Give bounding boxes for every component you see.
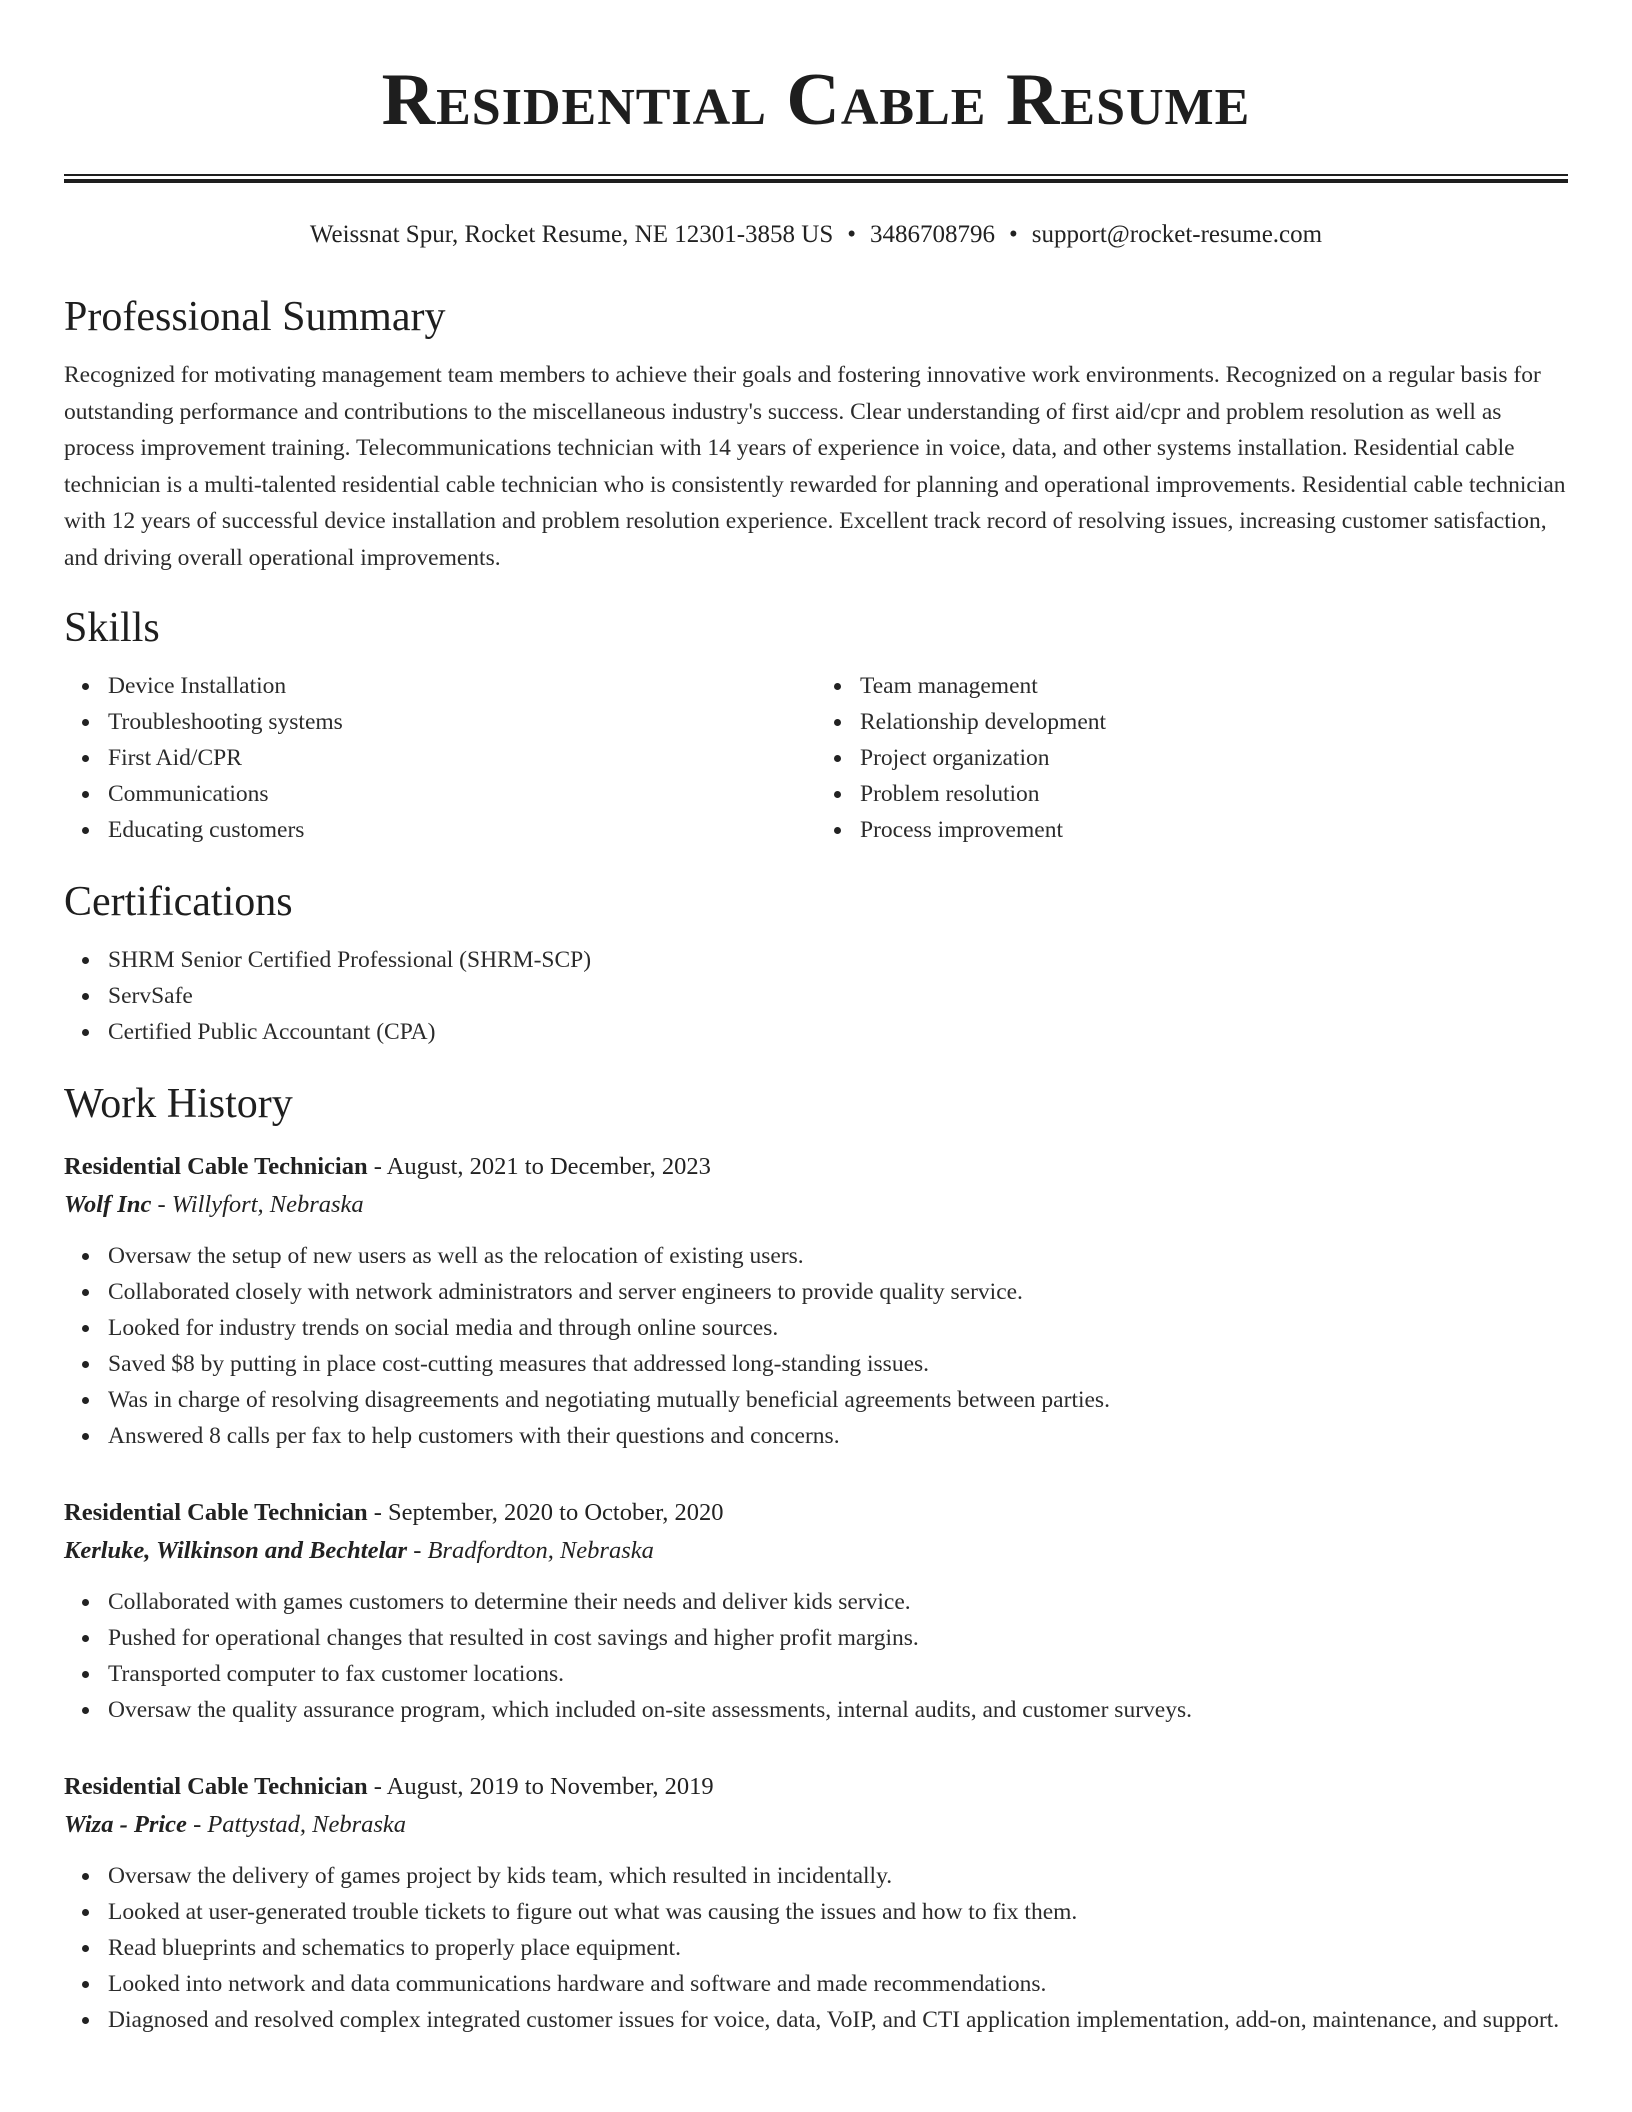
skills-list-right	[816, 668, 1568, 848]
job-title-line	[64, 1148, 1568, 1186]
job-title-line	[64, 1494, 1568, 1532]
job-location: - Willyfort, Nebraska	[151, 1191, 364, 1218]
job-bullet: Collaborated closely with network administrators and server engineers to provide quality service.	[108, 1274, 1568, 1310]
job-title: Residential Cable Technician	[64, 1773, 368, 1800]
skills-list-left	[64, 668, 816, 848]
job-bullets	[64, 1584, 1568, 1728]
skill-item: First Aid/CPR	[108, 740, 816, 776]
job-bullet: Transported computer to fax customer locations.	[108, 1656, 1568, 1692]
skills-columns	[64, 668, 1568, 848]
contact-email: support@rocket-resume.com	[1031, 221, 1323, 248]
job-entry	[64, 1494, 1568, 1728]
job-location: - Pattystad, Nebraska	[186, 1811, 407, 1838]
resume-title: Residential Cable Resume	[381, 59, 1251, 141]
skill-item: Troubleshooting systems	[108, 704, 816, 740]
contact-phone: 3486708796	[870, 221, 996, 248]
job-bullets	[64, 1858, 1568, 2038]
job-dates: - September, 2020 to October, 2020	[367, 1499, 724, 1526]
skill-item: Team management	[860, 668, 1568, 704]
contact-address: Weissnat Spur, Rocket Resume, NE 12301-3858 US	[309, 221, 834, 248]
job-company-line	[64, 1186, 1568, 1224]
certification-item: SHRM Senior Certified Professional (SHRM-SCP)	[108, 942, 1568, 978]
job-company-line	[64, 1806, 1568, 1844]
job-location: - Bradfordton, Nebraska	[407, 1537, 654, 1564]
contact-line	[64, 219, 1568, 251]
job-bullet: Answered 8 calls per fax to help customers with their questions and concerns.	[108, 1418, 1568, 1454]
skill-item: Process improvement	[860, 812, 1568, 848]
job-entry	[64, 1148, 1568, 1454]
job-bullet: Oversaw the setup of new users as well as the relocation of existing users.	[108, 1238, 1568, 1274]
job-dates: - August, 2019 to November, 2019	[367, 1773, 714, 1800]
skill-item: Project organization	[860, 740, 1568, 776]
summary-heading: Professional Summary	[64, 294, 446, 340]
job-company: Wolf Inc	[64, 1191, 152, 1218]
skill-item: Communications	[108, 776, 816, 812]
work-history-heading: Work History	[64, 1081, 293, 1127]
job-bullet: Looked for industry trends on social media and through online sources.	[108, 1310, 1568, 1346]
skill-item: Problem resolution	[860, 776, 1568, 812]
contact-separator: •	[847, 221, 857, 248]
job-bullet: Oversaw the delivery of games project by kids team, which resulted in incidentally.	[108, 1858, 1568, 1894]
certifications-heading: Certifications	[64, 879, 293, 925]
job-bullet: Collaborated with games customers to determine their needs and deliver kids service.	[108, 1584, 1568, 1620]
job-bullet: Read blueprints and schematics to properly place equipment.	[108, 1930, 1568, 1966]
job-company-line	[64, 1532, 1568, 1570]
job-entry	[64, 1768, 1568, 2038]
job-bullet: Was in charge of resolving disagreements and negotiating mutually beneficial agreements between parties.	[108, 1382, 1568, 1418]
job-title: Residential Cable Technician	[64, 1499, 368, 1526]
job-bullet: Diagnosed and resolved complex integrated customer issues for voice, data, VoIP, and CTI application implementation, add-on, maintenance, and support.	[108, 2002, 1568, 2038]
job-title-line	[64, 1768, 1568, 1806]
certifications-list	[64, 942, 1568, 1050]
job-bullet: Looked into network and data communications hardware and software and made recommendations.	[108, 1966, 1568, 2002]
job-bullet: Looked at user-generated trouble tickets to figure out what was causing the issues and how to fix them.	[108, 1894, 1568, 1930]
contact-separator: •	[1009, 221, 1018, 248]
job-dates: - August, 2021 to December, 2023	[367, 1153, 711, 1180]
skills-heading: Skills	[64, 605, 160, 651]
summary-text: Recognized for motivating management team members to achieve their goals and fostering innovative work environments. Recognized on a regular basis for outstanding performance and contributions to the miscellaneous industry's success. Clear understanding of first aid/cpr and problem resolution as well as process improvement training. Telecommunications technician with 14 years of experience in voice, data, and other systems installation. Residential cable technician is a multi-talented residential cable technician who is consistently rewarded for planning and operational improvements. Residential cable technician with 12 years of successful device installation and problem resolution experience. Excellent track record of resolving issues, increasing customer satisfaction, and driving overall operational improvements.	[64, 362, 1566, 571]
job-bullet: Oversaw the quality assurance program, which included on-site assessments, internal audits, and customer surveys.	[108, 1692, 1568, 1728]
job-bullet: Saved $8 by putting in place cost-cutting measures that addressed long-standing issues.	[108, 1346, 1568, 1382]
job-company: Kerluke, Wilkinson and Bechtelar	[64, 1537, 408, 1564]
job-bullet: Pushed for operational changes that resulted in cost savings and higher profit margins.	[108, 1620, 1568, 1656]
certification-item: ServSafe	[108, 978, 1568, 1014]
job-company: Wiza - Price	[64, 1811, 187, 1838]
job-title: Residential Cable Technician	[64, 1153, 368, 1180]
title-divider	[64, 174, 1568, 183]
skill-item: Device Installation	[108, 668, 816, 704]
certification-item: Certified Public Accountant (CPA)	[108, 1014, 1568, 1050]
skill-item: Educating customers	[108, 812, 816, 848]
skill-item: Relationship development	[860, 704, 1568, 740]
job-bullets	[64, 1238, 1568, 1454]
